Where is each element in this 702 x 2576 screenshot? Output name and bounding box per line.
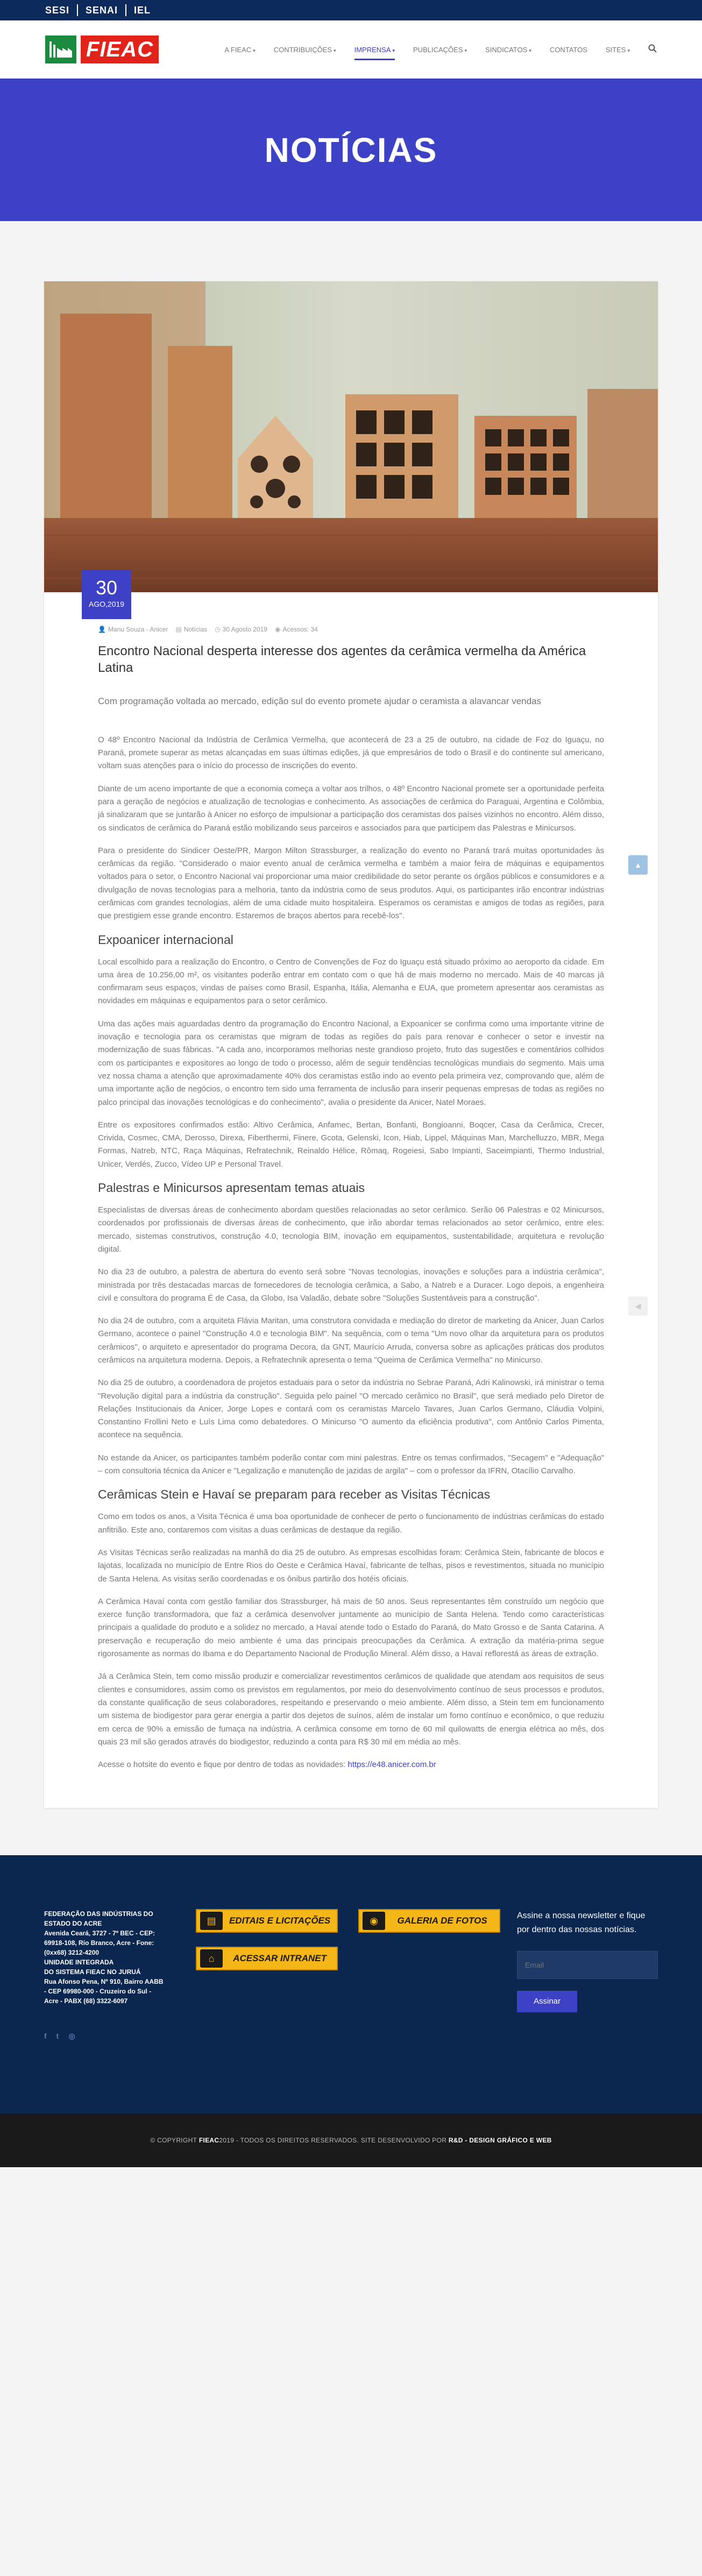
brand-divider bbox=[125, 4, 126, 16]
chevron-down-icon: ▾ bbox=[627, 47, 630, 53]
document-icon: ▤ bbox=[200, 1912, 223, 1930]
network-icon: ⌂ bbox=[200, 1949, 223, 1968]
article-paragraph: Acesse o hotsite do evento e fique por dentro de todas as novidades: https://e48.anicer.com.br bbox=[98, 1760, 436, 1770]
copyright-bar: © COPYRIGHT FIEAC 2019 - TODOS OS DIREITOS RESERVADOS. SITE DESENVOLVIDO POR R&D - DESIGN GRÁFICO E WEB bbox=[0, 2113, 702, 2167]
article-paragraph: No dia 24 de outubro, com a arquiteta Flávia Maritan, uma construtora convidada e mediação do diretor de marketing da Anicer, Juan Carlos Germano, acontece o painel "Construção 4.0 e tecnologia BIM". Na sequência, com o tema "Um novo olhar da arquitetura para os produtos cerâmicos", o arquiteto e apresentador do programa Decora, da GNT, Maurício Arruda, conversa sobre as aplicações práticas dos produtos cerâmicos na arquitetura moderna. Depois, a Refratechnik apresenta o tema "Queima de Cerâmica Vermelha" no Minicurso. bbox=[98, 1316, 604, 1365]
chevron-down-icon: ▾ bbox=[392, 47, 395, 53]
top-strip bbox=[0, 0, 702, 20]
footer-quick-links bbox=[189, 1909, 506, 2113]
article-paragraph: As Visitas Técnicas serão realizadas na manhã do dia 25 de outubro. As empresas escolhidas foram: Cerâmica Stein, fabricante de blocos e lajotas, localizada no município de Entre Rios do Oeste e Cerâmica Havaí, fabricante de telhas, pisos e revestimentos, situada no município de Santa Helena. As visitas serão coordenadas e os ônibus partirão dos hotéis oficiais. bbox=[98, 1548, 604, 1584]
newsletter-email-input[interactable] bbox=[517, 1951, 658, 1979]
nav-contribuicoes[interactable]: CONTRIBUIÇÕES ▾ bbox=[273, 45, 336, 54]
nav-a-fieac[interactable]: A FIEAC ▾ bbox=[224, 45, 256, 54]
main-nav bbox=[224, 42, 657, 57]
section-heading: Palestras e Minicursos apresentam temas atuais bbox=[98, 1181, 365, 1195]
chevron-down-icon: ▾ bbox=[529, 47, 531, 53]
article-body bbox=[44, 592, 658, 1808]
factory-logo-icon bbox=[45, 36, 76, 63]
article-image bbox=[44, 281, 658, 592]
article-meta bbox=[98, 626, 604, 633]
article-card bbox=[44, 281, 658, 1808]
fieac-logo[interactable] bbox=[45, 34, 159, 65]
page-banner bbox=[0, 79, 702, 221]
article-paragraph: Já a Cerâmica Stein, tem como missão produzir e comercializar revestimentos cerâmicos de qualidade que atendam aos requisitos de seus clientes e consumidores, assim como os previstos em regulamentos, por meio do desenvolvimento contínuo de seus processos e produtos, da constante qualificação de seus colaboradores, respeitando e preservando o meio ambiente. Além disso, a Stein tem em funcionamento um sistema de biodigestor para gerar energia a partir dos dejetos de suínos, além de instalar um forno contínuo e econômico, o que reduziu em cerca de 90% a emissão de fumaça na indústria. A cerâmica consome em torno de 60 mil quilowatts de energia elétrica ao mês, dos quais 23 mil são gerados através do biodigestor, reduzindo a conta para R$ 30 mil em média ao mês. bbox=[98, 1672, 604, 1747]
article-paragraph: Uma das ações mais aguardadas dentro da programação do Encontro Nacional, a Expoanicer se confirma como uma importante vitrine de inovação e tecnologia para os ceramistas que migram de todas as regiões do país para renovar e conhecer o setor e investir na modernização de suas fábricas. "A cada ano, incorporamos melhorias neste grandioso projeto, fruto das sugestões e comentários colhidos com os participantes e expositores ao longo de todo o processo, além de seguir tendências tecnológicas mundiais do segmento. Mais uma vez nossa chama a atenção que aproximadamente 40% dos ceramistas estão indo ao evento pela primeira vez, comprovando que, além de uma importante ação de negócios, o encontro tem sido uma ferramenta de inclusão para inserir pequenas empresas de todas as regiões no palco principal das inovações tecnológicas e do conhecimento", avalia o presidente da Anicer, Natel Moraes. bbox=[98, 1019, 604, 1107]
date-month: AGO,2019 bbox=[88, 600, 125, 608]
nav-publicacoes[interactable]: PUBLICAÇÕES ▾ bbox=[413, 45, 467, 54]
twitter-icon[interactable]: t bbox=[56, 2032, 59, 2041]
date-day: 30 bbox=[95, 577, 118, 599]
page-title: NOTÍCIAS bbox=[264, 130, 438, 169]
editais-button[interactable]: ▤ EDITAIS E LICITAÇÕES bbox=[196, 1909, 338, 1933]
camera-icon: ◉ bbox=[363, 1912, 385, 1930]
article-paragraph: No estande da Anicer, os participantes também poderão contar com mini palestras. Entre os temas confirmados, "Secagem" e "Adequação" – com consultoria técnica da Anicer e "Legalização e manutenção de jazidas de argila" – com o professor da IFRN, Otacílio Carvalho. bbox=[98, 1453, 604, 1476]
instagram-icon[interactable]: ◎ bbox=[68, 2032, 75, 2041]
article-paragraph: No dia 23 de outubro, a palestra de abertura do evento será sobre "Novas tecnologias, inovações e soluções para a indústria cerâmica", ministrada por três destacadas marcas de fornecedores de tecnologia cerâmica, a Sabo, a Natreb e a Duracer. Logo depois, a engenheira civil e consultora do programa É de Casa, da Globo, Isa Valadão, debate sobre "Soluções Sustentáveis para a construção". bbox=[98, 1267, 604, 1303]
section-heading: Expoanicer internacional bbox=[98, 932, 233, 947]
chevron-down-icon: ▾ bbox=[464, 47, 467, 53]
brand-senai[interactable]: SENAI bbox=[86, 4, 118, 16]
brand-sesi[interactable]: SESI bbox=[45, 4, 70, 16]
newsletter bbox=[506, 1909, 658, 2113]
site-header bbox=[0, 20, 702, 79]
side-panel-toggle[interactable] bbox=[628, 1296, 648, 1316]
article-paragraph: O 48º Encontro Nacional da Indústria de Cerâmica Vermelha, que acontecerá de 23 a 25 de outubro, na cidade de Foz do Iguaçu, no Paraná, promete superar as metas alcançadas em suas últimas edições, já que empresários de todo o Brasil e do continente sul americano, voltam suas atenções para o início do processo de inscrições do evento. bbox=[98, 735, 604, 771]
intranet-button[interactable]: ⌂ ACESSAR INTRANET bbox=[196, 1947, 338, 1970]
article-paragraph: A Cerâmica Havaí conta com gestão familiar dos Strassburger, há mais de 50 anos. Seus representantes têm construído um negócio que exerce função transformadora, que faz a cerâmica desenvolver juntamente ao município de Santa Helena. Tendo como características principais a qualidade do produto e a solidez no mercado, a Havaí atende todo o Estado do Paraná, do Mato Grosso e de Santa Catarina. A preservação e recuperação do meio ambiente é uma das principais preocupações da Cerâmica. A extração da matéria-prima segue rigorosamente as normas do Ibama e do Departamento Nacional de Produção Mineral. Além disso, a Havaí reflorestá as áreas de extração. bbox=[98, 1596, 604, 1659]
chevron-up-icon: ▲ bbox=[634, 861, 642, 869]
developer-link[interactable]: R&D - DESIGN GRÁFICO E WEB bbox=[448, 2137, 552, 2145]
nav-sites[interactable]: SITES ▾ bbox=[605, 45, 630, 54]
clock-icon: ◷ bbox=[215, 626, 221, 633]
meta-date: ◷ 30 Agosto 2019 bbox=[215, 626, 267, 633]
newsletter-submit-button[interactable]: Assinar bbox=[517, 1991, 577, 2012]
nav-imprensa[interactable]: IMPRENSA ▾ bbox=[354, 42, 395, 57]
article-paragraph: Diante de um aceno importante de que a economia começa a voltar aos trilhos, o 48º Encontro Nacional promete ser a oportunidade perfeita para a geração de negócios e atualização de tecnologias e conhecimento. As associações de cerâmica do Paraguai, Argentina e Colômbia, já sinalizaram que se juntarão à Anicer no esforço de impulsionar a participação dos ceramistas dos países vizinhos no encontro. Além disso, os sindicatos de cerâmica do Paraná estão mobilizando seus parceiros e associados para que participem das Palestras e Minicursos. bbox=[98, 784, 604, 833]
article-image-wrap bbox=[44, 281, 658, 608]
meta-author: 👤 Manu Souza - Anicer bbox=[98, 626, 168, 633]
chevron-down-icon: ▾ bbox=[253, 47, 256, 53]
article-paragraph: Local escolhido para a realização do Encontro, o Centro de Convenções de Foz do Iguaçu está situado próximo ao aeroporto da cidade. Em uma área de 10.256,00 m², os visitantes poderão entrar em contato com o que há de mais moderno no mercado. Mais de 40 marcas já confirmaram seus espaços, vindas de países como Brasil, Espanha, Itália, Alemanha e EUA, que prometem apresentar aos ceramistas as novidades em máquinas e equipamentos para o setor cerâmico. bbox=[98, 957, 604, 1006]
user-icon: 👤 bbox=[98, 626, 106, 633]
eye-icon: ◉ bbox=[274, 626, 281, 633]
facebook-icon[interactable]: f bbox=[44, 2032, 47, 2041]
date-badge bbox=[82, 570, 131, 619]
chevron-left-icon: ◀ bbox=[635, 1301, 641, 1310]
article-paragraph: Entre os expositores confirmados estão: Altivo Cerâmica, Anfamec, Bertan, Bonfanti, Bongioanni, Boqcer, Casa da Cerâmica, Crecer, Crivida, Cosmec, CMA, Derosso, Direxa, Fiberthermi, Finere, Gcota, Gelenski, Icon, Hiab, Lippel, Máquinas Man, Marchelluzzo, MBR, Mega Formas, Natreb, NTC, Raça Máquinas, Refratechnik, Reinaldo Hélice, Rômaq, Rogeiesi, Sabo Impianti, Saceimpianti, Thermo Industrial, Unicer, Verdés, Zucco, Vídeo UP e Personal Travel. bbox=[98, 1120, 604, 1169]
meta-category[interactable]: ▤ Notícias bbox=[175, 626, 208, 633]
article-paragraph: Especialistas de diversas áreas de conhecimento abordam questões relacionadas ao setor cerâmico. Serão 06 Palestras e 02 Minicursos, coordenados por profissionais de diversas áreas de conhecimento, que irão abordar temas relacionados ao setor cerâmico, entre eles: mercado, sistemas construtivos, construção 4.0, tecnologia BIM, inovação em equipamentos, sustentabilidade, arquitetura e revolução digital. bbox=[98, 1205, 604, 1254]
logo-wordmark: FIEAC bbox=[81, 36, 159, 63]
galeria-button[interactable]: ◉ GALERIA DE FOTOS bbox=[358, 1909, 500, 1933]
article-paragraph: No dia 25 de outubro, a coordenadora de projetos estaduais para o setor da indústria no Sebrae Paraná, Adri Kalinowski, irá ministrar o tema "Revolução digital para a indústria da construção". Seguida pelo painel "O mercado cerâmico no Brasil", que será mediado pelo Diretor de Relações Institucionais da Anicer, Jorge Lopes e contará com os ceramistas Marcelo Tavares, Juan Carlos Germano, Cláudia Volpini, Constantino Frollini Neto e Luís Lima como debatedores. O Minicurso "O aumento da eficiência produtiva", com Antônio Carlos Pimenta, acontece na sequência. bbox=[98, 1378, 604, 1440]
nav-contatos[interactable]: CONTATOS bbox=[549, 45, 587, 54]
article-lead: Com programação voltada ao mercado, edição sul do evento promete ajudar o ceramista a alavancar vendas bbox=[98, 696, 542, 707]
social-links bbox=[44, 2031, 189, 2042]
hotsite-link[interactable]: https://e48.anicer.com.br bbox=[348, 1760, 436, 1770]
search-icon[interactable] bbox=[648, 44, 657, 55]
nav-sindicatos[interactable]: SINDICATOS ▾ bbox=[485, 45, 531, 54]
main-content bbox=[0, 221, 702, 1855]
section-heading: Cerâmicas Stein e Havaí se preparam para receber as Visitas Técnicas bbox=[98, 1487, 491, 1502]
article-paragraph: Como em todos os anos, a Visita Técnica é uma boa oportunidade de conhecer de perto o funcionamento de indústrias cerâmicas do estado anfitrião. Este ano, contaremos com visitas a duas cerâmicas de destaque da região. bbox=[98, 1512, 604, 1535]
brand-divider bbox=[77, 4, 78, 16]
meta-views: ◉ Acessos: 34 bbox=[274, 626, 318, 633]
article-paragraph: Para o presidente do Sindicer Oeste/PR, Margon Milton Strassburger, a realização do evento no Paraná trará muitas oportunidades às cerâmicas da região. "Considerado o maior evento anual de cerâmica vermelha e também a maior feira de máquinas e equipamentos voltados para o setor, o Encontro Nacional vai proporcionar uma maior credibilidade do setor perante os órgãos públicos e consumidores e a divulgação de novas tecnologias para a melhoria, tanto da indústria como de seus produtos. Aqui, os participantes irão encontrar indústrias cerâmicas com grandes tecnologias, além de uma cidade muito hospitaleira. Esperamos os ceramistas e amigos de todas as regiões, para que prestigiem esse grande encontro. Estaremos de braços abertos para recebê-los". bbox=[98, 846, 604, 921]
scroll-top-button[interactable] bbox=[628, 855, 648, 875]
site-footer bbox=[0, 1855, 702, 2113]
chevron-down-icon: ▾ bbox=[334, 47, 336, 53]
newsletter-text: Assine a nossa newsletter e fique por dentro das nossas notícias. bbox=[517, 1911, 646, 1935]
folder-icon: ▤ bbox=[175, 626, 182, 633]
footer-address: FEDERAÇÃO DAS INDÚSTRIAS DO ESTADO DO ACRE Avenida Ceará, 3727 - 7º BEC - CEP: 69918-108, Rio Branco, Acre - Fone: (0xx68) 3212-4200 UNIDADE INTEGRADA DO SISTEMA FIEAC NO JURUÁ Rua Afonso Pena, Nº 910, Bairro AABB - CEP 69980-000 - Cruzeiro do Sul - Acre - PABX (68) 3322-6097 f t ◎ bbox=[44, 1909, 189, 2113]
article-title: Encontro Nacional desperta interesse dos agentes da cerâmica vermelha da América Latina bbox=[98, 644, 586, 676]
brand-iel[interactable]: IEL bbox=[134, 4, 151, 16]
brand-links bbox=[45, 3, 151, 17]
